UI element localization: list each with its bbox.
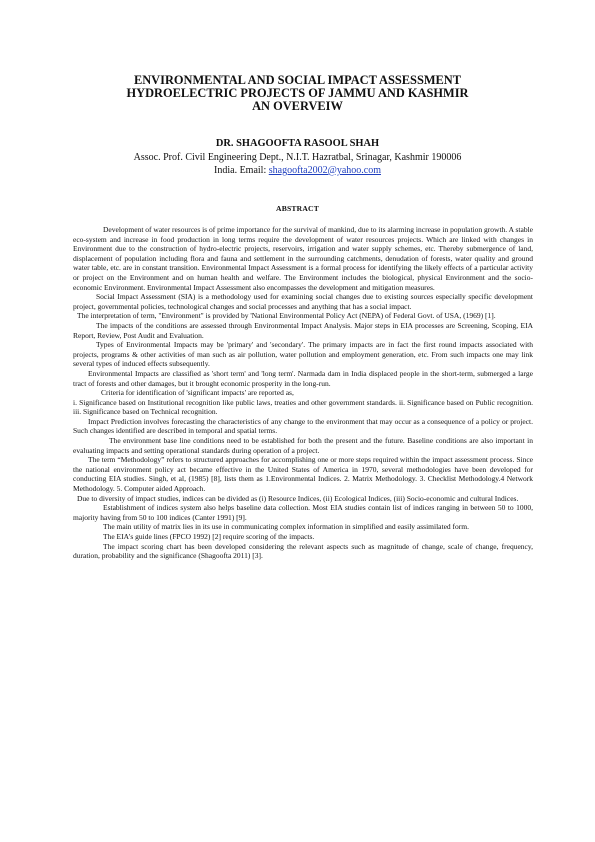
abstract-paragraph: Development of water resources is of prime importance for the survival of mankind, due to its alarming increase in population growth. A stable eco-system and increase in food production in long terms require the development of water resources projects. Which are linked with changes in Environment due to the construction of hydro-electric projects, reservoirs, irrigation and water supply schemes, etc. Thereby submergence of land, displacement of population including flora and fauna and settlement in the surrounding catchments, denudation of forests, water quality and ground water table, etc. are in constant transition. Environmental Impact Assessment is a formal process for identifying the likely effects of a particular activity or project on the Environment and on human health and welfare. The Environment includes the biological, physical Environment and the socio-economic Environment. Environmental Impact Assessment also encompasses the development and mitigation measures.: [73, 225, 533, 292]
author-affiliation-block: [0, 152, 595, 177]
author-affiliation: Assoc. Prof. Civil Engineering Dept., N.I.T. Hazratbal, Srinagar, Kashmir 190006: [133, 152, 462, 163]
abstract-paragraph: Types of Environmental Impacts may be 'primary' and 'secondary'. The primary impacts are in fact the first round impacts associated with projects, programs & other activities of man such as air pollution, water pollution and employment generation, etc. From such impacts one may link several types of induced effects subsequently.: [73, 340, 533, 369]
paper-title: [0, 74, 595, 114]
title-line-1: ENVIRONMENTAL AND SOCIAL IMPACT ASSESSMENT: [133, 73, 462, 87]
abstract-paragraph: The impact scoring chart has been developed considering the relevant aspects such as magnitude of change, scale of change, frequency, duration, probability and the significance (Shagoofta 2011) [3].: [73, 541, 533, 561]
country-email-label: India. Email:: [214, 164, 269, 176]
abstract-heading: ABSTRACT: [276, 204, 319, 213]
abstract-paragraph: Impact Prediction involves forecasting the characteristics of any change to the environment that may occur as a consequence of a policy or project. Such changes identified are described in temporal and spatial terms.: [73, 416, 533, 436]
author-name: DR. SHAGOOFTA RASOOL SHAH: [215, 138, 380, 149]
abstract-paragraph: The impacts of the conditions are assessed through Environmental Impact Analysis. Major steps in EIA processes are Screening, Scoping, EIA Report, Review, Post Audit and Evaluation.: [73, 320, 533, 340]
abstract-paragraph: The EIA's guide lines (FPCO 1992) [2] require scoring of the impacts.: [103, 532, 315, 541]
title-line-3: AN OVERVEIW: [252, 99, 343, 114]
abstract-paragraph: The interpretation of term, "Environment" is provided by 'National Environmental Policy Act (NEPA) of Federal Govt. of USA, (1969) [1].: [77, 311, 496, 321]
abstract-paragraph: Criteria for identification of 'significant impacts' are reported as,: [101, 388, 294, 398]
abstract-paragraph: Establishment of indices system also helps baseline data collection. Most EIA studies contain list of indices ranging in between 50 to 1000, majority having from 50 to 100 indices (Canter 1991) [9].: [73, 503, 533, 522]
abstract-paragraph: Due to diversity of impact studies, indices can be divided as (i) Resource Indices, (ii) Ecological Indices, (iii) Socio-economic and cultural Indices.: [77, 493, 519, 503]
title-line-2: HYDROELECTRIC PROJECTS OF JAMMU AND KASHMIR: [126, 86, 469, 101]
abstract-paragraph: Social Impact Assessment (SIA) is a methodology used for examining social changes due to existing sources especially specific development project, governmental policies, technological changes and social processes and anything that has a social impact.: [73, 292, 533, 311]
abstract-body: [73, 225, 533, 561]
abstract-paragraph: The term “Methodology” refers to structured approaches for accomplishing one or more steps required within the impact assessment process. Since the national environment policy act became effective in the United States of America in 1970, several methodologies have been developed for conducting EIA studies. Singh, et al, (1985) [8], lists them as 1.Environmental Indices. 2. Matrix Methodology. 3. Checklist Methodology.4 Network Methodology. 5. Computer aided Approach.: [73, 455, 533, 494]
abstract-paragraph: The main utility of matrix lies in its use in communicating complex information in simplified and easily assimilated form.: [103, 522, 469, 532]
abstract-paragraph: The environment base line conditions need to be established for both the present and the future. Baseline conditions are also important in evaluating impacts and setting operational standards during operation of a project.: [73, 436, 533, 455]
abstract-paragraph: Environmental Impacts are classified as 'short term' and 'long term'. Narmada dam in India displaced people in the short-term, submerged a large tract of forests and other damages, but it brought economic prosperity in the long-run.: [73, 368, 533, 388]
author-contact: [0, 165, 595, 178]
abstract-paragraph: i. Significance based on Institutional recognition like public laws, treaties and other government standards. ii. Significance based on Public recognition. iii. Significance based on Technical recognition.: [73, 397, 533, 417]
email-link[interactable]: shagoofta2002@yahoo.com: [268, 164, 381, 176]
